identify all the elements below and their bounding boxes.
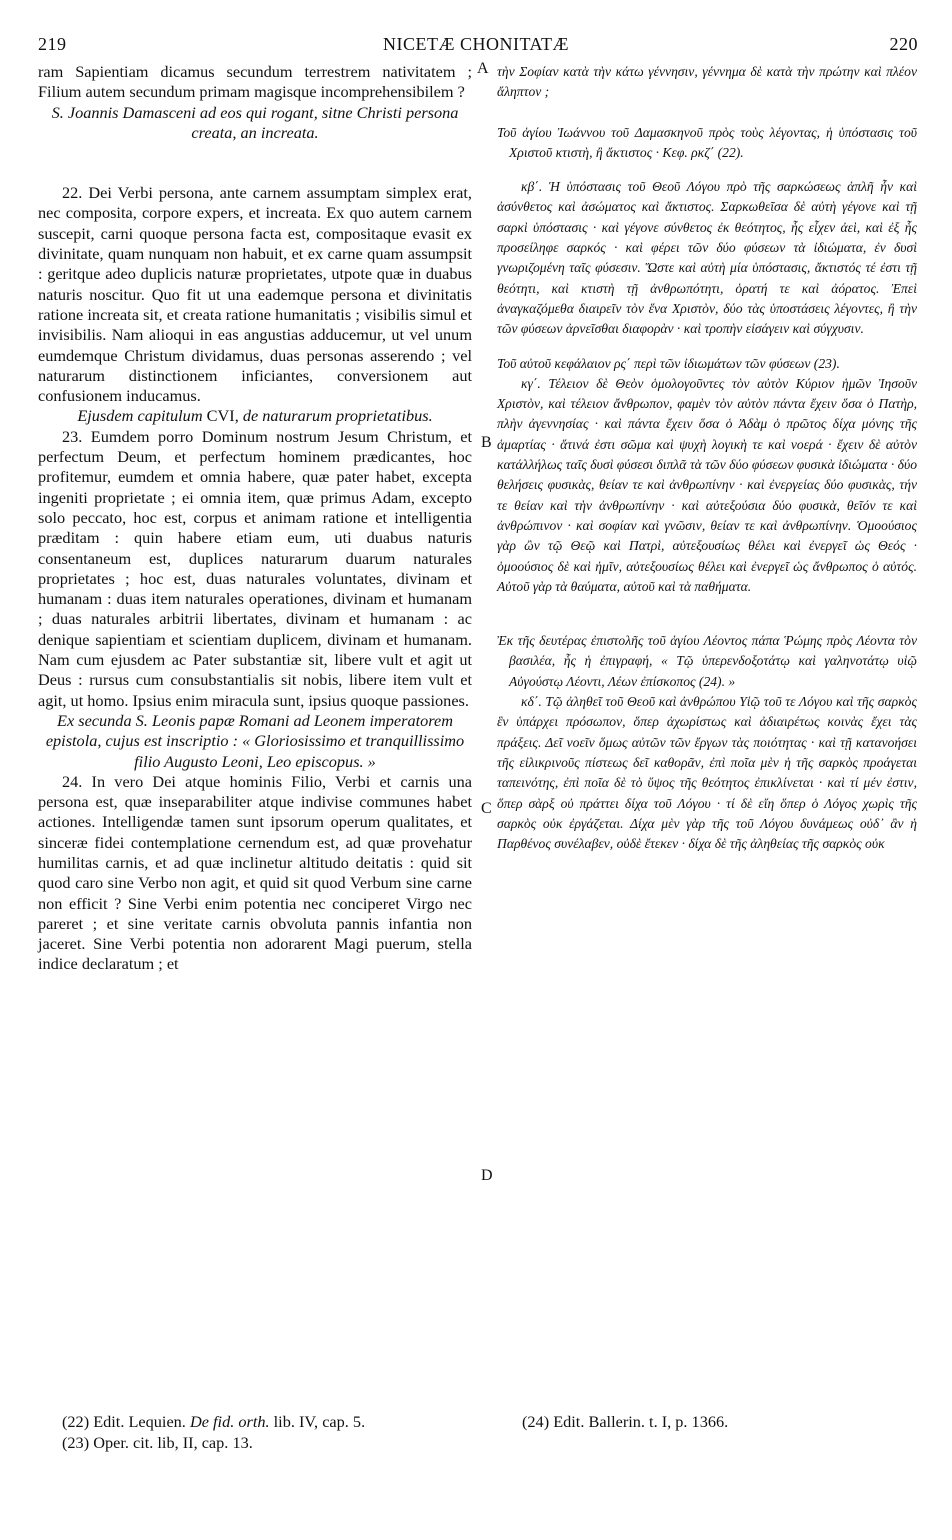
greek-heading-damascene: Τοῦ ἁγίου Ἰωάννου τοῦ Δαμασκηνοῦ πρὸς τοὺς λέγοντας, ἡ ὑπόστασις τοῦ Χριστοῦ κτιστὴ, ἢ ἄκτιστος · Κεφ. ρκζ΄ (22). <box>497 124 917 160</box>
footnote-24: (24) Edit. Ballerin. t. I, p. 1366. <box>522 1412 729 1431</box>
latin-heading-damascene: S. Joannis Damasceni ad eos qui rogant, sitne Christi persona creata, an increata. <box>51 102 459 142</box>
margin-marker-b: B <box>481 434 492 451</box>
latin-heading-chapter-106 <box>38 406 472 426</box>
greek-paragraph-23: κγ΄. Τέλειον δὲ Θεὸν ὁμολογοῦντες τὸν αὐτὸν Κύριον ἡμῶν Ἰησοῦν Χριστὸν, καὶ τέλειον ἄνθρωπον, φαμὲν τὸν αὐτὸν πάντα ἔχειν ὅσα ὁ Πατὴρ, πλὴν ἀγεννησίας · καὶ πάντα ἔχειν ὅσα ὁ Ἀδὰμ ὁ πρῶτος δίχα μόνης τῆς ἁμαρτίας · ἅτινά ἐστι σῶμα καὶ ψυχὴ λογικὴ τε καὶ νοερά · ἔχειν δὲ αὐτὸν κατάλλήλως ταῖς δυσὶ φύσεσι διπλᾶ τὰ τῶν δύο φύσεων φυσικὰ ἰδιώματα · δύο θελήσεις φυσικὰς, θείαν τε καὶ ἀνθρωπίνην · καὶ ἐνεργείας δύο φυσικὰς, τήν τε θείαν καὶ τὴν ἀνθρωπίνην · καὶ αὐτεξούσια δύο φυσικὰ, θεῖόν τε καὶ ἀνθρώπινον · καὶ σοφίαν καὶ γνῶσιν, θείαν τε καὶ ἀνθρωπίνην. Ὁμοούσιος γὰρ ὢν τῷ Θεῷ καὶ Πατρὶ, αὐτεξουσίως θέλει καὶ ἐνεργεῖ ὡς Θεός · ὁμοούσιος δὲ καὶ ἡμῖν, αὐτεξουσίως θέλει καὶ ἐνεργεῖ ὡς ἄνθρωπος ὁ αὐτός. Αὐτοῦ γὰρ τὰ θαύματα, αὐτοῦ καὶ τὰ παθήματα. <box>497 375 917 594</box>
latin-heading-chapter-106-a: Ejusdem capitulum <box>77 406 203 426</box>
margin-marker-c: C <box>481 800 492 817</box>
greek-heading-leo: Ἐκ τῆς δευτέρας ἐπιστολῆς τοῦ ἁγίου Λέοντος πάπα Ῥώμης πρὸς Λέοντα τὸν βασιλέα, ἧς ἡ ἐπιγραφή, « Τῷ ὑπερενδοξοτάτῳ καὶ γαληνοτάτῳ υἱῷ Αὐγούστῳ Λέοντι, Λέων ἐπίσκοπος (24). » <box>497 633 917 689</box>
page-number-left: 219 <box>38 34 67 54</box>
page-number-right: 220 <box>889 34 918 54</box>
footnote-22 <box>62 1412 365 1432</box>
latin-heading-chapter-106-number: CVI, <box>206 406 239 426</box>
footnote-22-location: lib. IV, cap. 5. <box>273 1412 366 1431</box>
latin-column <box>38 62 472 975</box>
latin-paragraph-intro: ram Sapientiam dicamus secundum terrestrem nativitatem ; Filium autem secundum primam magisque incomprehensibilem ? <box>38 62 472 102</box>
greek-column <box>497 62 917 854</box>
latin-heading-leo: Ex secunda S. Leonis papæ Romani ad Leonem imperatorem epistola, cujus est inscriptio : « Gloriosissimo et tranquillissimo filio Augusto Leoni, Leo episcopus. » <box>45 710 465 771</box>
latin-paragraph-24: 24. In vero Dei atque hominis Filio, Verbi et carnis una persona est, quæ inseparabiliter atque indivise communes habet actiones. Intelligendæ tamen sunt ipsorum operum qualitates, et sinceræ fidei contemplatione cernendum est, ad quæ provehatur humilitas carnis, et ad quæ inclinetur altitudo deitatis : quid sit quod caro sine Verbo non agit, et quid sit quod Verbum sine carne non efficit ? Sine Verbi enim potentia nec conciperet Virgo nec pareret ; et sine veritate carnis obvoluta pannis infantia non jaceret. Sine Verbi potentia non adorarent Magi puerum, stella indice declaratum ; et <box>38 771 472 974</box>
latin-heading-chapter-106-b: de naturarum proprietatibus. <box>242 406 433 426</box>
footnote-23: (23) Oper. cit. lib, II, cap. 13. <box>62 1433 253 1452</box>
footnote-22-source: (22) Edit. Lequien. <box>62 1412 186 1431</box>
greek-paragraph-24: κδ΄. Τῷ ἀληθεῖ τοῦ Θεοῦ καὶ ἀνθρώπου Υἱῷ τοῦ τε Λόγου καὶ τῆς σαρκὸς ἓν ὑπάρχει πρόσωπον, ὅπερ ἀχωρίστως καὶ ἀδιαιρέτως κοινὰς ἔχει τὰς πράξεις. Δεῖ νοεῖν ὅμως αὐτῶν τῶν ἔργων τὰς ποιότητας · καὶ τῇ κατανοήσει τῆς εἰλικρινοῦς πίστεως δεῖ καθορᾶν, ἐπὶ ποῖα μὲν ἡ τῆς σαρκὸς προάγεται ταπεινότης, ἐπὶ ποῖα δὲ τὸ ὕψος τῆς θεότητος ἐπικλίνεται · καὶ τί μέν ἐστιν, ὅπερ σὰρξ οὐ πράττει δίχα τοῦ Λόγου · τί δὲ εἴη ὅπερ ὁ Λόγος χωρὶς τῆς σαρκὸς οὐκ ἐργάζεται. Δίχα μὲν γὰρ τῆς τοῦ Λόγου δυνάμεως οὐδ᾽ ἂν ἡ Παρθένος συνέλαβεν, οὐδὲ ἔτεκεν · δίχα δὲ τῆς ἀληθείας τῆς σαρκὸς οὐκ <box>497 694 917 852</box>
latin-paragraph-23: 23. Eumdem porro Dominum nostrum Jesum Christum, et perfectum Deum, et perfectum hominem prædicantes, hoc profitemur, eumdem et omnia habere, quæ pater habet, excepta ingeniti proprietate ; ei omnia item, quæ primus Adam, excepto solo peccato, hoc est, corpus et animam ratione et intelligentia præditam : quin habere etiam eum, uti duabus naturis consentaneum est, duplices naturarum duarum naturales proprietates ; hoc est, duas naturales voluntates, divinam et humanam : duas item naturales operationes, divinam et humanam ; duas naturales arbitrii libertates, divinam et humanam : ac denique sapientiam et scientiam duplicem, divinam et humanam. Nam cum ejusdem ac Pater substantiæ sit, libere vult et agit ut Deus : rursus cum consubstantialis sit nobis, libere item vult et agit, ut homo. Ipsius enim miracula sunt, ipsius quoque passiones. <box>38 426 472 710</box>
greek-heading-chapter-106: Τοῦ αὐτοῦ κεφάλαιον ρς΄ περὶ τῶν ἰδιωμάτων τῶν φύσεων (23). <box>497 355 840 371</box>
latin-paragraph-22: 22. Dei Verbi persona, ante carnem assumptam simplex erat, nec composita, corpore expers, et increata. Ex quo autem carnem suscepit, carni quoque persona facta est, compositaque evasit ex divinitate, quam nunquam non habuit, et ex carne quam assumpsit : geritque adeo duplicis naturæ proprietates, utpote quæ in duabus naturis noscitur. Quo fit ut una eademque persona et divinitatis ratione increata sit, et creata ratione humanitatis ; visibilis simul et invisibilis. Nam alioqui in eas angustias adducemur, ut vel unum eumdemque Christum dividamus, duas personas asserendo ; vel naturarum distinctionem inficiantes, conversionem aut confusionem inducamus. <box>38 183 472 406</box>
greek-paragraph-intro: τὴν Σοφίαν κατὰ τὴν κάτω γέννησιν, γέννημα δὲ κατὰ τὴν πρώτην καὶ πλέον ἄληπτον ; <box>497 64 917 100</box>
margin-marker-a: A <box>477 60 489 77</box>
footnote-22-work: De fid. orth. <box>189 1412 270 1431</box>
greek-paragraph-22: κβ΄. Ἡ ὑπόστασις τοῦ Θεοῦ Λόγου πρὸ τῆς σαρκώσεως ἁπλῆ ἦν καὶ ἀσύνθετος καὶ ἀσώματος καὶ ἄκτιστος. Σαρκωθεῖσα δὲ αὐτὴ γέγονε καὶ τῇ σαρκὶ ὑπόστασις · καὶ γέγονε σύνθετος ἐκ θεότητος, ἧς εἶχεν ἀεὶ, καὶ ἐξ ἧς προσείληφε σαρκός · καὶ φέρει τῶν δύο φύσεων τὰ ἰδιώματα, ἐν δυσὶ γνωριζομένη ταῖς φύσεσιν. Ὥστε καὶ αὐτὴ μία ὑπόστασις, ἄκτιστός τέ ἐστι τῇ θεότητι, καὶ κτιστὴ τῇ ἀνθρωπότητι, ὁρατή τε καὶ ἀόρατος. Ἐπεὶ ἀναγκαζόμεθα διαιρεῖν τὸν ἕνα Χριστὸν, δύο τὰς ὑποστάσεις λέγοντες, ἢ τὴν τῶν φύσεων ἀρνεῖσθαι διαφορὰν · καὶ τροπὴν εἰσάγειν καὶ σύγχυσιν. <box>497 179 917 337</box>
running-title: NICETÆ CHONITATÆ <box>382 34 570 54</box>
margin-marker-d: D <box>481 1167 493 1184</box>
